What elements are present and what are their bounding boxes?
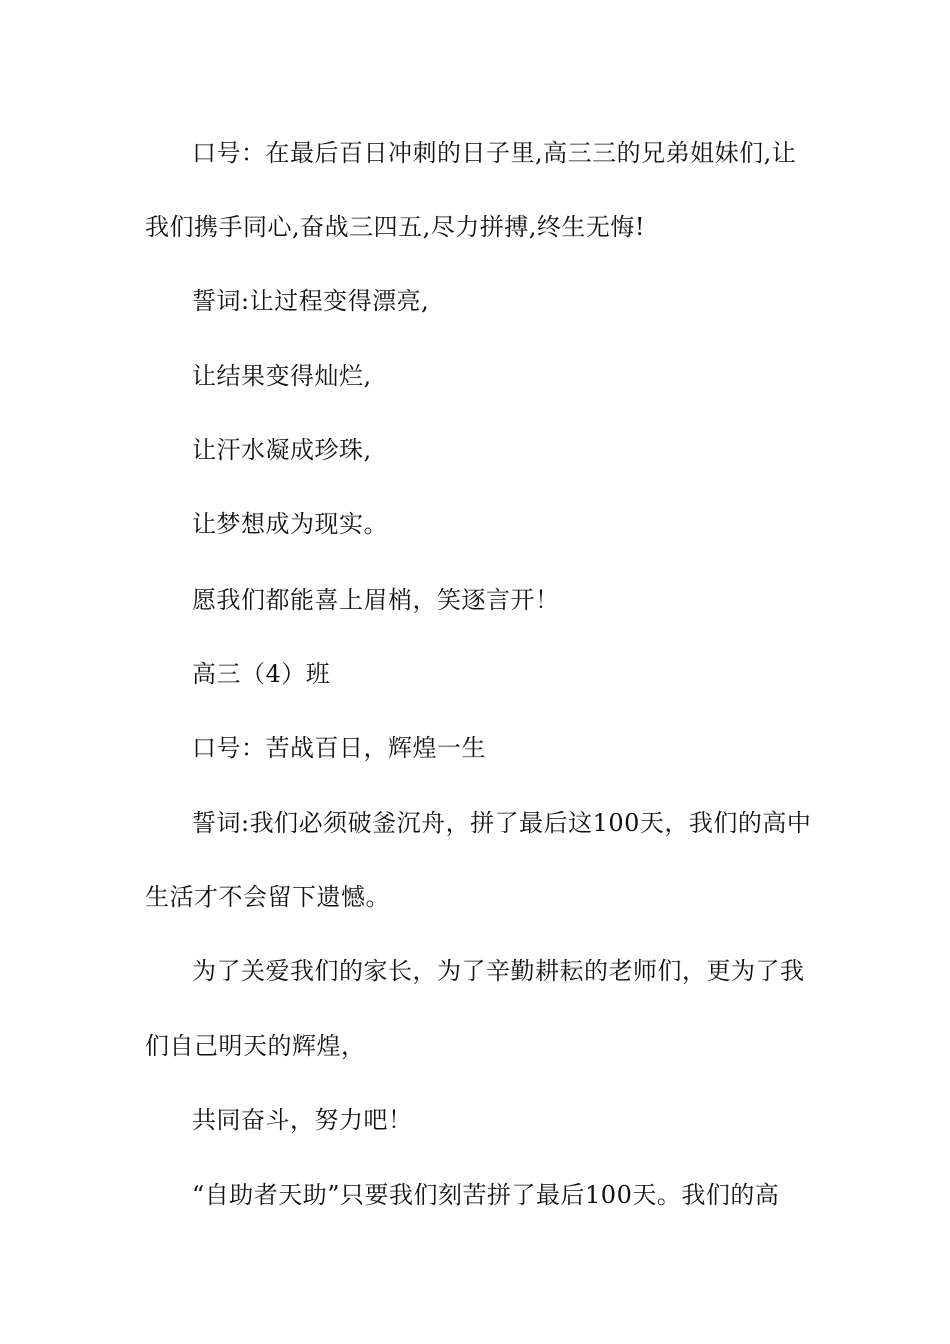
text-line-paragraph-1: 为了关爱我们的家长，为了辛勤耕耘的老师们，更为了我: [192, 957, 805, 985]
text-line-paragraph-1-cont: 们自己明天的辉煌，: [145, 1032, 366, 1060]
text-line-paragraph-2: 共同奋斗，努力吧！: [192, 1106, 413, 1134]
text-line-oath-5-cont: 生活才不会留下遗憾。: [145, 883, 390, 911]
text-line-slogan-1: 口号：在最后百日冲刺的日子里,高三三的兄弟姐妹们,让: [192, 139, 797, 167]
text-line-oath-3: 让汗水凝成珍珠,: [192, 436, 372, 464]
text-line-wish: 愿我们都能喜上眉梢，笑逐言开！: [192, 586, 560, 614]
text-line-slogan-2: 口号：苦战百日，辉煌一生: [192, 734, 486, 762]
text-line-oath-1: 誓词:让过程变得漂亮,: [192, 287, 430, 315]
text-line-oath-4: 让梦想成为现实。: [192, 510, 388, 538]
text-line-oath-2: 让结果变得灿烂,: [192, 362, 372, 390]
text-line-oath-5: 誓词:我们必须破釜沉舟，拼了最后这100天，我们的高中: [192, 809, 812, 837]
text-line-paragraph-3: “自助者天助”只要我们刻苦拼了最后100天。我们的高: [192, 1181, 780, 1209]
text-line-slogan-1-cont: 我们携手同心,奋战三四五,尽力拼搏,终生无悔!: [145, 213, 646, 241]
class-heading: 高三（4）班: [192, 660, 331, 688]
